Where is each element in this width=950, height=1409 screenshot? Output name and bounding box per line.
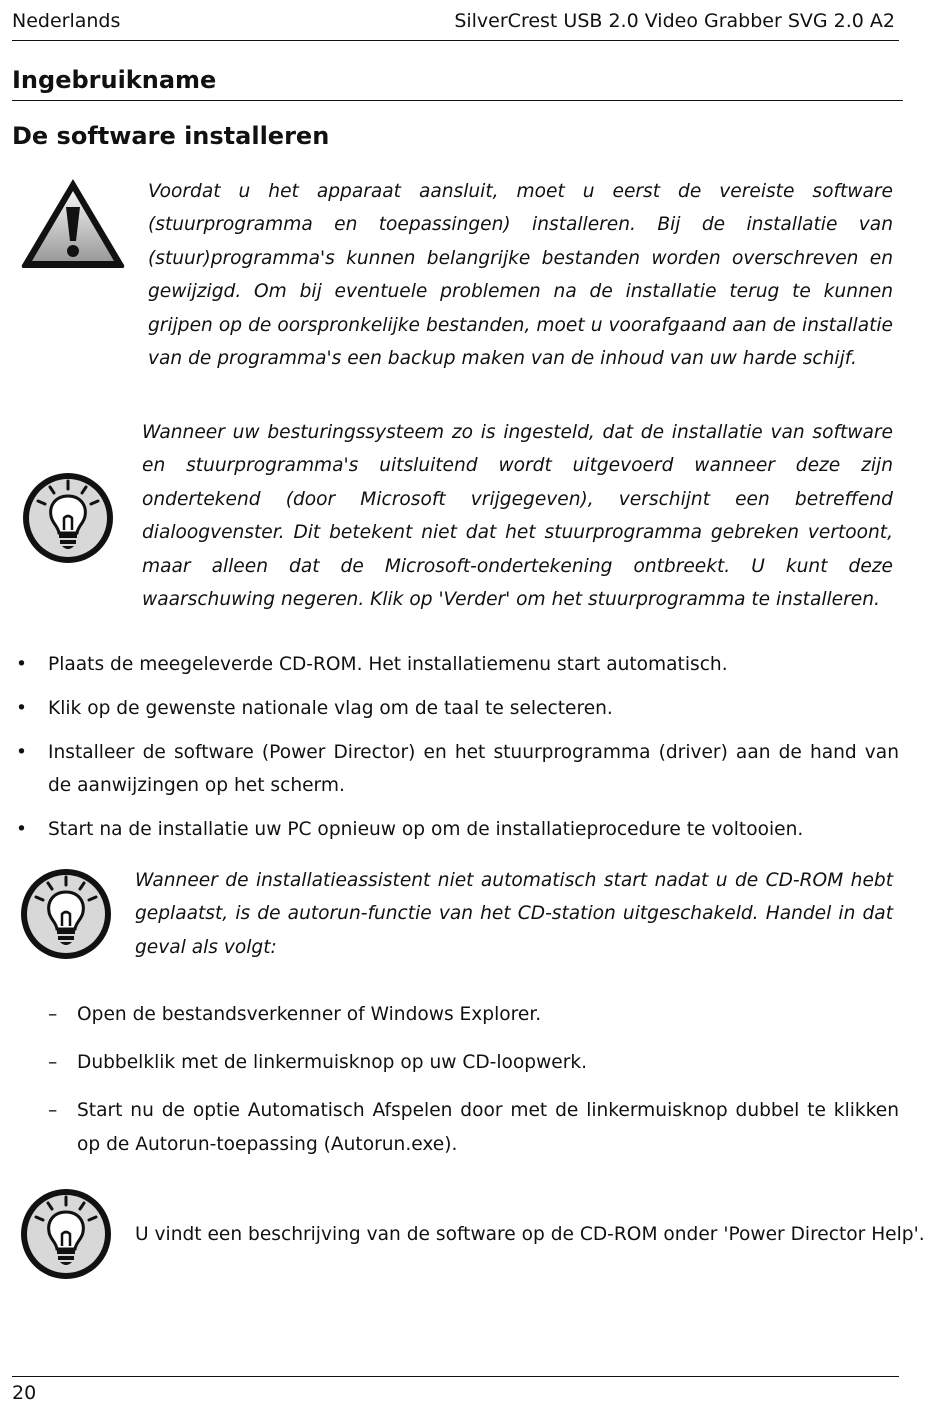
list-item xyxy=(16,736,899,802)
section-title: Ingebruikname xyxy=(12,66,903,101)
bullet-mark: • xyxy=(16,654,27,675)
list-item-text: Start nu de optie Automatisch Afspelen door met de linkermuisknop dubbel te klikken op de Autorun-toepassing (Autorun.exe). xyxy=(77,1100,899,1155)
list-item-text: Open de bestandsverkenner of Windows Explorer. xyxy=(77,1004,542,1025)
tip-note-help: U vindt een beschrijving van de software op de CD-ROM onder 'Power Director Help'. xyxy=(135,1224,925,1245)
subsection-title: De software installeren xyxy=(12,122,330,150)
list-item xyxy=(48,998,899,1032)
list-item-text: Klik op de gewenste nationale vlag om de taal te selecteren. xyxy=(48,698,613,719)
dash-mark: – xyxy=(48,1052,58,1073)
lightbulb-icon xyxy=(18,866,114,962)
header-product-title: SilverCrest USB 2.0 Video Grabber SVG 2.0 A2 xyxy=(454,10,895,32)
autorun-steps xyxy=(48,998,899,1176)
warning-triangle-icon xyxy=(18,175,128,271)
tip-note-autorun: Wanneer de installatieassistent niet automatisch start nadat u de CD-ROM hebt geplaatst, is de autorun-functie van het CD-station uitgeschakeld. Handel in dat geval als volgt: xyxy=(135,870,893,958)
footer-divider xyxy=(12,1376,899,1377)
list-item-text: Start na de installatie uw PC opnieuw op om de installatieprocedure te voltooien. xyxy=(48,819,804,840)
lightbulb-icon xyxy=(18,1186,114,1282)
header-language: Nederlands xyxy=(12,10,121,32)
warning-note: Voordat u het apparaat aansluit, moet u eerst de vereiste software (stuurprogramma en toepassingen) installeren. Bij de installatie van (stuur)programma's kunnen belangrijke bestanden worden overschreven en gewijzigd. Om bij eventuele problemen na de installatie terug te kunnen grijpen op de oorspronkelijke bestanden, moet u voorafgaand aan de installatie van de programma's een backup maken van de inhoud van uw harde schijf. xyxy=(148,181,893,370)
list-item xyxy=(16,813,899,846)
list-item-text: Dubbelklik met de linkermuisknop op uw CD-loopwerk. xyxy=(77,1052,588,1073)
list-item xyxy=(16,648,899,681)
bullet-mark: • xyxy=(16,698,27,719)
installation-steps xyxy=(16,648,899,857)
dash-mark: – xyxy=(48,1100,58,1121)
list-item xyxy=(48,1046,899,1080)
list-item-text: Plaats de meegeleverde CD-ROM. Het installatiemenu start automatisch. xyxy=(48,654,728,675)
page-number: 20 xyxy=(12,1382,37,1404)
bullet-mark: • xyxy=(16,742,27,763)
list-item-text: Installeer de software (Power Director) en het stuurprogramma (driver) aan de hand van de aanwijzingen op het scherm. xyxy=(48,742,899,796)
list-item xyxy=(48,1094,899,1162)
bullet-mark: • xyxy=(16,819,27,840)
lightbulb-icon xyxy=(20,470,116,566)
dash-mark: – xyxy=(48,1004,58,1025)
page-header xyxy=(12,10,899,41)
tip-note-driver-signing: Wanneer uw besturingssysteem zo is ingesteld, dat de installatie van software en stuurprogramma's uitsluitend wordt uitgevoerd wanneer deze zijn ondertekend (door Microsoft vrijgegeven), verschijnt een betreffend dialoogvenster. Dit betekent niet dat het stuurprogramma gebreken vertoont, maar alleen dat de Microsoft-ondertekening ontbreekt. U kunt deze waarschuwing negeren. Klik op 'Verder' om het stuurprogramma te installeren. xyxy=(142,422,893,611)
list-item xyxy=(16,692,899,725)
